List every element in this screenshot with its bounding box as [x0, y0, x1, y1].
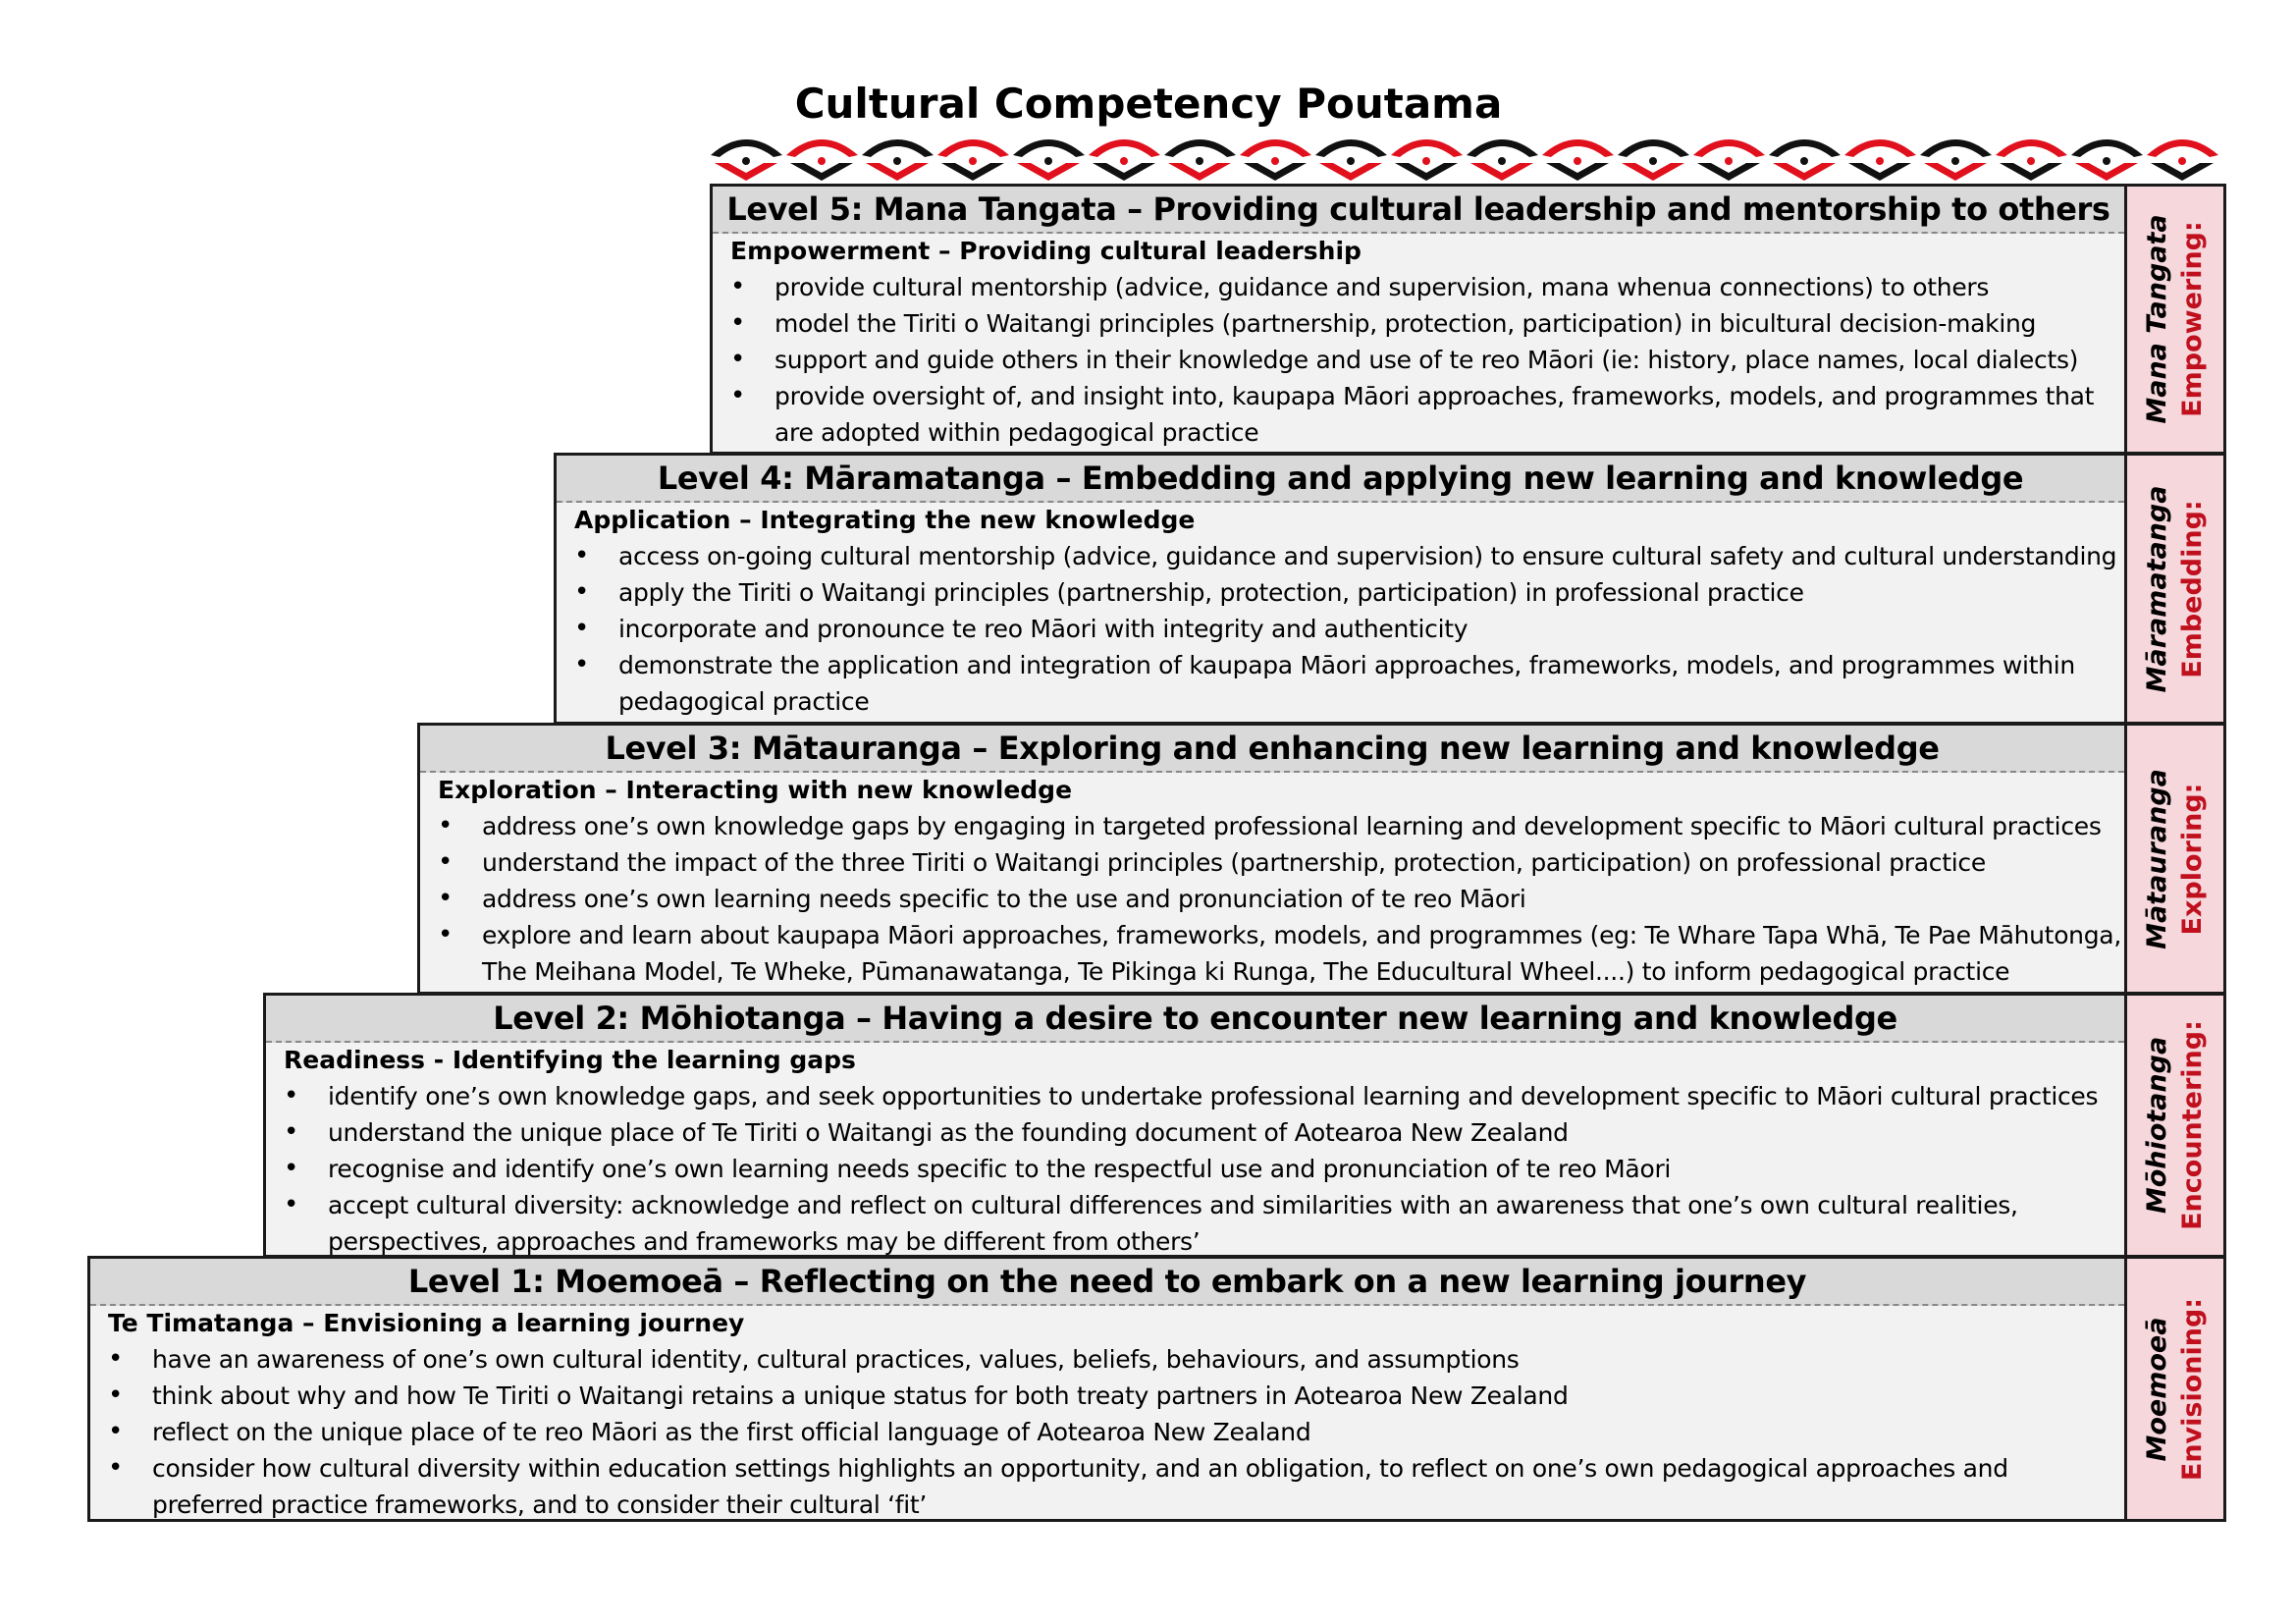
pattern-motif	[1240, 139, 1311, 181]
level-4-heading: Level 4: Māramatanga – Embedding and applying new learning and knowledge	[557, 456, 2124, 503]
pattern-motif	[1618, 139, 1689, 181]
level-5-subheading: Empowerment – Providing cultural leadership	[730, 237, 1362, 265]
list-item: • have an awareness of one’s own cultural identity, cultural practices, values, beliefs, behaviours, and assumptions	[108, 1341, 2124, 1378]
level-5-box	[710, 184, 2124, 455]
pattern-motif	[711, 139, 782, 181]
level-3-heading: Level 3: Mātauranga – Exploring and enhancing new learning and knowledge	[420, 726, 2124, 773]
side-label-english: Embedding:	[2177, 499, 2208, 678]
level-1-box	[87, 1256, 2124, 1522]
level-2-subheading: Readiness - Identifying the learning gaps	[284, 1046, 856, 1074]
pattern-motif	[1769, 139, 1841, 181]
side-label-maori: Mōhiotanga	[2142, 1036, 2172, 1215]
level-3-subheading: Exploration – Interacting with new knowledge	[438, 776, 1073, 804]
side-label-level-2	[2124, 993, 2226, 1258]
level-1-bullet-list	[90, 1341, 2124, 1523]
list-item: • explore and learn about kaupapa Māori approaches, frameworks, models, and programmes (eg: Te Whare Tapa Whā, Te Pae Māhutonga, The Meihana Model, Te Wheke, Pūmanawatanga, Te Pikinga ki Runga, The Educultural Wheel....) to inform pedagogical practice	[438, 917, 2124, 990]
list-item: • understand the impact of the three Tiriti o Waitangi principles (partnership, protection, participation) on professional practice	[438, 844, 2124, 881]
side-label-level-5	[2124, 184, 2226, 455]
list-item: • understand the unique place of Te Tiriti o Waitangi as the founding document of Aotearoa New Zealand	[284, 1114, 2124, 1151]
document-title: Cultural Competency Poutama	[794, 80, 1503, 128]
pattern-motif	[1315, 139, 1387, 181]
level-3-bullet-list	[420, 808, 2124, 990]
pattern-motif	[2147, 139, 2218, 181]
list-item: • address one’s own knowledge gaps by engaging in targeted professional learning and development specific to Māori cultural practices	[438, 808, 2124, 844]
list-item: • model the Tiriti o Waitangi principles (partnership, protection, participation) in bicultural decision-making	[730, 305, 2124, 342]
side-label-level-3	[2124, 723, 2226, 995]
list-item: • demonstrate the application and integration of kaupapa Māori approaches, frameworks, models, and programmes within pedagogical practice	[574, 647, 2124, 720]
list-item: • provide cultural mentorship (advice, guidance and supervision, mana whenua connections) to others	[730, 269, 2124, 305]
list-item: • identify one’s own knowledge gaps, and seek opportunities to undertake professional learning and development specific to Māori cultural practices	[284, 1078, 2124, 1114]
list-item: • access on-going cultural mentorship (advice, guidance and supervision) to ensure cultural safety and cultural understanding	[574, 538, 2124, 574]
level-1-subheading: Te Timatanga – Envisioning a learning journey	[108, 1309, 745, 1337]
pattern-motif	[1089, 139, 1160, 181]
pattern-motif	[2071, 139, 2143, 181]
level-2-heading: Level 2: Mōhiotanga – Having a desire to encounter new learning and knowledge	[266, 996, 2124, 1043]
list-item: • provide oversight of, and insight into, kaupapa Māori approaches, frameworks, models, and programmes that are adopted within pedagogical practice	[730, 378, 2124, 451]
level-3-box	[417, 723, 2124, 995]
pattern-motif	[1844, 139, 1916, 181]
side-label-maori: Māramatanga	[2142, 485, 2172, 692]
side-label-english: Exploring:	[2177, 783, 2208, 935]
pattern-motif	[1391, 139, 1463, 181]
level-5-heading: Level 5: Mana Tangata – Providing cultural leadership and mentorship to others	[713, 187, 2124, 234]
pattern-motif	[937, 139, 1009, 181]
list-item: • incorporate and pronounce te reo Māori with integrity and authenticity	[574, 611, 2124, 647]
side-label-level-4	[2124, 453, 2226, 725]
pattern-motif	[1996, 139, 2067, 181]
pattern-motif	[1013, 139, 1085, 181]
kowhaiwhai-pattern-border	[709, 126, 2220, 185]
pattern-motif	[1920, 139, 1992, 181]
list-item: • think about why and how Te Tiriti o Waitangi retains a unique status for both treaty partners in Aotearoa New Zealand	[108, 1378, 2124, 1414]
pattern-motif	[862, 139, 934, 181]
list-item: • support and guide others in their knowledge and use of te reo Māori (ie: history, place names, local dialects)	[730, 342, 2124, 378]
pattern-motif	[1467, 139, 1538, 181]
level-4-box	[554, 453, 2124, 725]
side-label-english: Envisioning:	[2177, 1297, 2208, 1481]
level-2-bullet-list	[266, 1078, 2124, 1260]
list-item: • reflect on the unique place of te reo Māori as the first official language of Aotearoa New Zealand	[108, 1414, 2124, 1450]
side-label-maori: Mana Tangata	[2142, 214, 2172, 424]
list-item: • recognise and identify one’s own learning needs specific to the respectful use and pronunciation of te reo Māori	[284, 1151, 2124, 1187]
side-label-level-1	[2124, 1256, 2226, 1522]
list-item: • address one’s own learning needs specific to the use and pronunciation of te reo Māori	[438, 881, 2124, 917]
side-label-english: Empowering:	[2177, 221, 2208, 417]
level-1-heading: Level 1: Moemoeā – Reflecting on the need to embark on a new learning journey	[90, 1259, 2124, 1306]
list-item: • apply the Tiriti o Waitangi principles (partnership, protection, participation) in professional practice	[574, 574, 2124, 611]
pattern-motif	[1164, 139, 1236, 181]
level-2-box	[263, 993, 2124, 1258]
side-label-english: Encountering:	[2177, 1020, 2208, 1230]
side-label-maori: Mātauranga	[2142, 768, 2172, 949]
pattern-motif	[1542, 139, 1614, 181]
list-item: • accept cultural diversity: acknowledge and reflect on cultural differences and similarities with an awareness that one’s own cultural realities, perspectives, approaches and frameworks may be different from others’	[284, 1187, 2124, 1260]
pattern-motif	[786, 139, 858, 181]
level-5-bullet-list	[713, 269, 2124, 451]
side-label-maori: Moemoeā	[2142, 1317, 2172, 1461]
pattern-motif	[1693, 139, 1765, 181]
list-item: • consider how cultural diversity within education settings highlights an opportunity, and an obligation, to reflect on one’s own pedagogical approaches and preferred practice frameworks, and to consider their cultural ‘fit’	[108, 1450, 2124, 1523]
level-4-bullet-list	[557, 538, 2124, 720]
level-4-subheading: Application – Integrating the new knowledge	[574, 506, 1196, 534]
